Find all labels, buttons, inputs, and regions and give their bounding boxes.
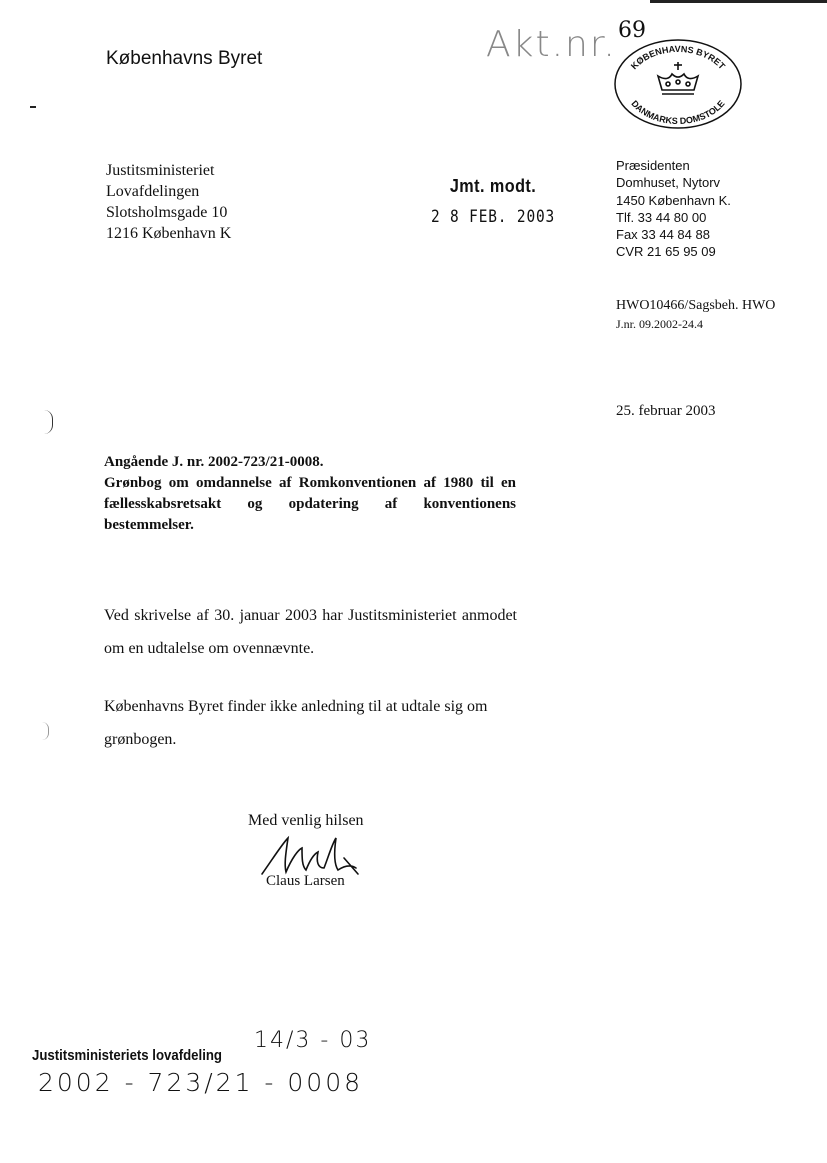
handwritten-date: 14/3 - 03 (254, 1028, 372, 1053)
letter-date: 25. februar 2003 (616, 403, 716, 419)
department-stamp: Justitsministeriets lovafdeling (32, 1047, 222, 1064)
sender-address (616, 157, 731, 261)
recipient-address (106, 160, 231, 244)
subject-reference: Angående J. nr. 2002-723/21-0008. (104, 454, 324, 470)
recipient-line: Slotsholmsgade 10 (106, 204, 228, 221)
seal-top-text: KØBENHAVNS BYRET (628, 43, 728, 72)
sender-line: 1450 København K. (616, 192, 731, 208)
scan-artifact-dot (30, 106, 36, 108)
closing-greeting: Med venlig hilsen (248, 812, 364, 829)
body-paragraph: Ved skrivelse af 30. januar 2003 har Justitsministeriet anmodet om en udtalelse om ovennævnte. (104, 607, 517, 657)
journal-number: J.nr. 09.2002-24.4 (616, 317, 703, 331)
reference-block (616, 298, 775, 332)
handwritten-journal-number: 2002 - 723/21 - 0008 (38, 1068, 364, 1097)
recipient-line: 1216 København K (106, 225, 232, 242)
sender-line: Fax 33 44 84 88 (616, 227, 710, 243)
court-seal (612, 38, 744, 130)
recipient-line: Lovafdelingen (106, 183, 200, 200)
body-paragraph: Københavns Byret finder ikke anledning til at udtale sig om grønbogen. (104, 698, 488, 748)
signer-name: Claus Larsen (266, 873, 345, 889)
scan-artifact-bracket (42, 722, 49, 740)
sender-line: Domhuset, Nytorv (616, 175, 721, 191)
sender-line: CVR 21 65 95 09 (616, 244, 716, 260)
akt-nr-stamp: Akt.nr. (486, 24, 617, 65)
received-stamp-date: 2 8 FEB. 2003 (430, 207, 556, 227)
scan-artifact-top-line (650, 0, 827, 3)
case-reference: HWO10466/Sagsbeh. HWO (616, 298, 776, 313)
received-stamp (420, 176, 566, 227)
handwritten-signature (258, 834, 368, 878)
recipient-line: Justitsministeriet (106, 162, 215, 179)
sender-line: Præsidenten (616, 158, 690, 173)
crown-icon (658, 62, 698, 94)
received-stamp-label: Jmt. modt. (449, 176, 537, 196)
subject-block (104, 452, 516, 536)
subject-text: Grønbog om omdannelse af Romkonventionen af 1980 til en fællesskabsretsakt og opdatering af konventionens bestemmelser. (104, 475, 516, 533)
scan-artifact-bracket (44, 410, 53, 434)
sender-line: Tlf. 33 44 80 00 (616, 209, 707, 225)
seal-bottom-text: DANMARKS DOMSTOLE (629, 98, 727, 127)
akt-nr-handwritten: 69 (618, 18, 646, 43)
court-name: Københavns Byret (106, 48, 263, 69)
